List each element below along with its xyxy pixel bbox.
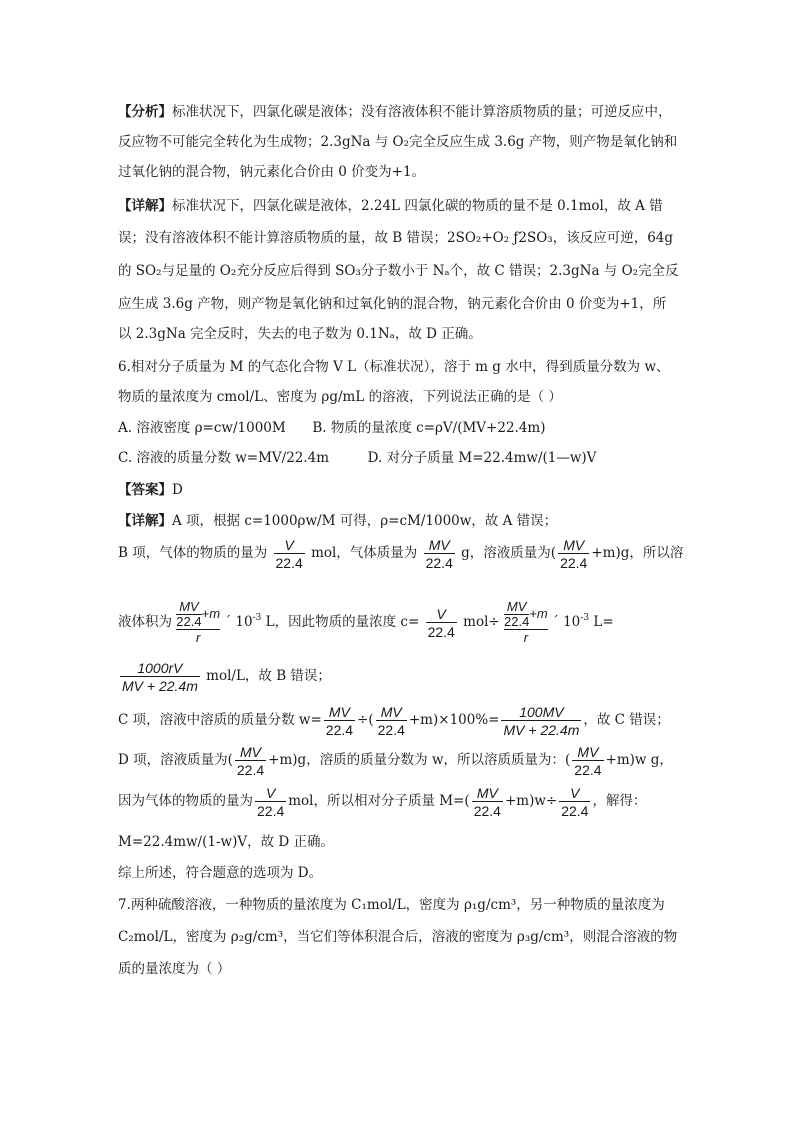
- fraction-mv-over-22-4: [324, 704, 355, 738]
- q6-detail-d-1: [118, 740, 673, 780]
- q6-detail-c: [118, 700, 670, 740]
- text: +m)w÷: [504, 793, 558, 809]
- text: mol/L，故 B 错误；: [206, 668, 331, 684]
- text: 22.4: [427, 623, 455, 640]
- q6-detail-a: [118, 511, 557, 531]
- fraction-v-over-22-4: [426, 606, 457, 640]
- text: C 项，溶液中溶质的质量分数 w=: [118, 712, 322, 728]
- q6-detail-b-3: [118, 656, 331, 696]
- text: +m)g，溶质的质量分数为 w，所以溶质质量为：(: [268, 752, 571, 768]
- detail-line-3: 的 SO₂与足量的 O₂充分反应后得到 SO₃分子数小于 Nₐ个，故 C 错误；2.3gNa 与 O₂完全反: [118, 263, 679, 279]
- text: D 项，溶液质量为(: [118, 752, 233, 768]
- nested-fraction-volume: $\frac{MV}{22.4}$ +m r: [176, 599, 221, 645]
- text: 液体积为: [118, 614, 172, 630]
- text: 22.4: [236, 761, 265, 778]
- q6-stem-2: 物质的量浓度为 cmol/L、密度为 ρg/mL 的溶液，下列说法正确的是（ ）: [118, 389, 562, 405]
- text: V: [436, 605, 446, 622]
- option-b: B. 物质的量浓度 c=ρV/(MV+22.4m): [312, 420, 546, 436]
- text: MV: [328, 703, 350, 720]
- text: ，故 C 错误；: [583, 712, 670, 728]
- q6-options-ab: [118, 418, 546, 438]
- answer-value: D: [172, 482, 183, 498]
- text: 22.4: [377, 721, 405, 738]
- text: MV: [428, 536, 450, 553]
- q7-stem-3: 质的量浓度为（ ）: [118, 961, 231, 977]
- fraction-mv-over-22-4: [472, 785, 503, 819]
- text: 22.4: [425, 554, 453, 571]
- detail-line-1: [118, 196, 663, 216]
- text: m: [536, 605, 548, 621]
- text: MV: [476, 784, 498, 801]
- analysis-line-2: 反应物不可能完全转化为生成物；2.3gNa 与 O₂完全反应生成 3.6g 产物，则产物是氧化钠和: [118, 134, 678, 150]
- text: 22.4: [574, 761, 602, 778]
- fraction-mv-over-22-4: [424, 537, 455, 571]
- q6-detail-d-2: [118, 781, 646, 821]
- q6-summary: 综上所述，符合题意的选项为 D。: [118, 865, 323, 881]
- text: MV + 22.4m: [503, 721, 580, 738]
- fraction-mv-over-22-4: [572, 744, 603, 778]
- text: ´ 10: [224, 614, 253, 630]
- analysis-tag: 【分析】: [118, 104, 172, 120]
- detail-tag: 【详解】: [118, 198, 172, 214]
- text: MV: [577, 743, 599, 760]
- option-a: A. 溶液密度 ρ=cw/1000M: [118, 420, 286, 436]
- analysis-line-1: [118, 102, 672, 122]
- option-c: C. 溶液的质量分数 w=MV/22.4m: [118, 450, 330, 466]
- text: 22.4: [325, 721, 354, 738]
- text: m: [209, 605, 221, 621]
- text: A 项，根据 c=1000ρw/M 可得，ρ=cM/1000w，故 A 错误；: [172, 513, 558, 529]
- text: L，因此物质的量浓度 c=: [265, 614, 420, 630]
- q7-stem-2: C₂mol/L，密度为 ρ₂g/cm³，当它们等体积混合后，溶液的密度为 ρ₃g/cm³，则混合溶液的物: [118, 929, 678, 945]
- answer-tag: 【答案】: [118, 482, 172, 498]
- text: MV + 22.4m: [122, 677, 198, 694]
- text: MV: [380, 703, 402, 720]
- fraction-v-over-22-4: [559, 785, 590, 819]
- nested-fraction-volume-2: $\frac{MV}{22.4}$ +m r: [504, 599, 548, 645]
- q6-detail-d-3: M=22.4mw/(1-w)V，故 D 正确。: [118, 834, 334, 850]
- text: 22.4: [275, 554, 303, 571]
- q6-detail-b-2: [118, 590, 614, 650]
- text: g，溶液质量为(: [461, 545, 557, 561]
- text: ÷(: [357, 712, 374, 728]
- text: ´ 10: [552, 614, 581, 630]
- text: L=: [593, 614, 614, 630]
- text: mol÷: [463, 614, 500, 630]
- text: 22.4: [560, 554, 588, 571]
- detail-line-2: 误；没有溶液体积不能计算溶质物质的量，故 B 错误；2SO₂+O₂ ƒ2SO₃，该反应可逆，64g: [118, 230, 674, 246]
- fraction-v-over-22-4: [255, 785, 286, 819]
- text: V: [570, 784, 580, 801]
- text: -3: [252, 613, 262, 623]
- text: r: [523, 630, 529, 645]
- text: r: [196, 630, 201, 645]
- q6-stem-1: 6.相对分子质量为 M 的气态化合物 V L（标准状况），溶于 m g 水中，得到质量分数为 w、: [118, 359, 670, 375]
- text: MV: [179, 599, 199, 614]
- fraction-mass-fraction-result: [501, 704, 581, 738]
- fraction-v-over-22-4: [274, 537, 305, 571]
- text: 22.4: [257, 802, 285, 819]
- text: 22.4: [176, 614, 202, 629]
- text: MV: [563, 536, 585, 553]
- text: V: [265, 784, 276, 801]
- text: -3: [580, 613, 590, 623]
- text: V: [284, 536, 294, 553]
- option-d: D. 对分子质量 M=22.4mw/(1—w)V: [367, 450, 597, 466]
- text: +m)w g，: [605, 752, 673, 768]
- text: MV: [240, 743, 262, 760]
- text: 22.4: [473, 802, 501, 819]
- text: 100MV: [519, 703, 564, 720]
- text: mol，气体质量为: [311, 545, 418, 561]
- q6-detail-b-1: [118, 533, 683, 573]
- text: 因为气体的物质的量为: [118, 793, 253, 809]
- analysis-line-3: 过氧化钠的混合物，钠元素化合价由 0 价变为+1。: [118, 164, 426, 180]
- detail-line-4: 应生成 3.6g 产物，则产物是氧化钠和过氧化钠的混合物，钠元素化合价由 0 价变为+1，所: [118, 296, 667, 312]
- text: 22.4: [561, 802, 589, 819]
- text: ，解得：: [592, 793, 647, 809]
- text: 标准状况下，四氯化碳是液体；没有溶液体积不能计算溶质物质的量；可逆反应中，: [172, 104, 672, 120]
- text: 标准状况下，四氯化碳是液体，2.24L 四氯化碳的物质的量不是 0.1mol，故 A 错: [172, 198, 663, 214]
- detail-line-5: 以 2.3gNa 完全反时，失去的电子数为 0.1Nₐ，故 D 正确。: [118, 326, 482, 342]
- q6-answer: [118, 480, 183, 500]
- text: mol，所以相对分子质量 M=(: [288, 793, 470, 809]
- q6-options-cd: [118, 448, 596, 468]
- fraction-mv-over-22-4: [558, 537, 589, 571]
- q7-stem-1: 7.两种硫酸溶液，一种物质的量浓度为 C₁mol/L，密度为 ρ₁g/cm³，另一种物质的量浓度为: [118, 897, 665, 913]
- text: 22.4: [504, 614, 530, 629]
- fraction-mv-over-22-4: [235, 744, 266, 778]
- fraction-mv-over-22-4: [376, 704, 407, 738]
- text: +m)×100%=: [408, 712, 500, 728]
- text: B 项，气体的物质的量为: [118, 545, 268, 561]
- text: MV: [506, 599, 527, 614]
- text: +m)g，所以溶: [591, 545, 684, 561]
- detail-tag: 【详解】: [118, 513, 172, 529]
- fraction-concentration-result: [120, 660, 200, 694]
- text: 1000rV: [137, 659, 183, 676]
